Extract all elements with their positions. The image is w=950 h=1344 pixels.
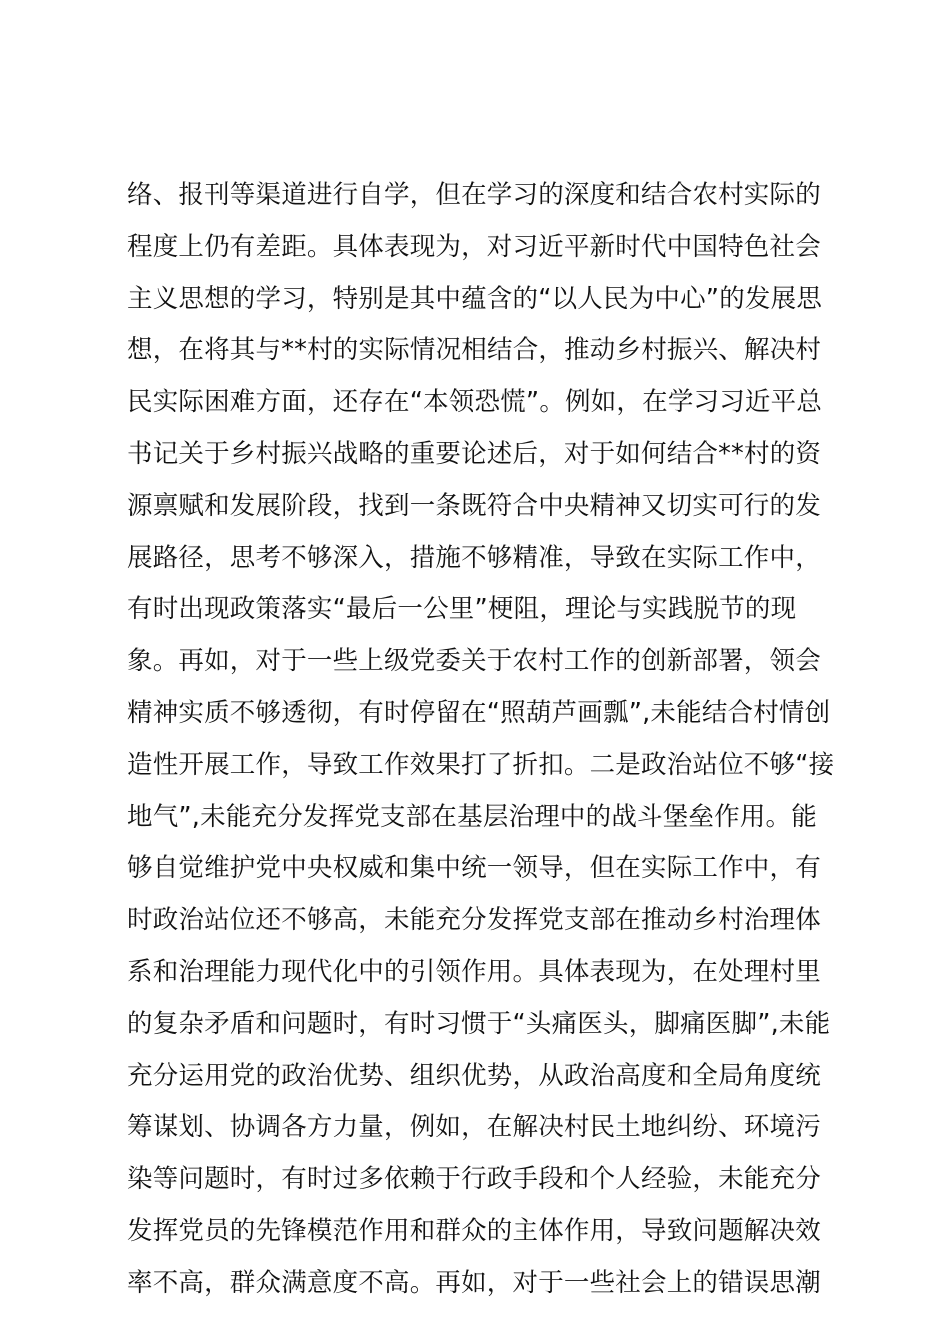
text-line: 精神实质不够透彻，有时停留在“照葫芦画瓢”,未能结合村情创 (127, 697, 831, 728)
text-line: 展路径，思考不够深入，措施不够精准，导致在实际工作中， (127, 542, 821, 573)
text-line: 染等问题时，有时过多依赖于行政手段和个人经验，未能充分 (127, 1164, 821, 1195)
text-line: 率不高，群众满意度不高。再如，对于一些社会上的错误思潮 (127, 1267, 821, 1298)
body-text (127, 170, 835, 1310)
text-line: 民实际困难方面，还存在“本领恐慌”。例如，在学习习近平总 (127, 387, 823, 418)
text-line: 造性开展工作，导致工作效果打了折扣。二是政治站位不够“接 (127, 749, 835, 780)
text-line: 源禀赋和发展阶段，找到一条既符合中央精神又切实可行的发 (127, 490, 821, 521)
text-line: 地气”,未能充分发挥党支部在基层治理中的战斗堡垒作用。能 (127, 801, 817, 832)
text-line: 主义思想的学习，特别是其中蕴含的“以人民为中心”的发展思 (127, 283, 823, 314)
text-line: 系和治理能力现代化中的引领作用。具体表现为，在处理村里 (127, 956, 821, 987)
text-line: 程度上仍有差距。具体表现为，对习近平新时代中国特色社会 (127, 231, 821, 262)
text-line: 书记关于乡村振兴战略的重要论述后，对于如何结合**村的资 (127, 438, 822, 469)
text-line: 想，在将其与**村的实际情况相结合，推动乡村振兴、解决村 (127, 335, 822, 366)
text-line: 象。再如，对于一些上级党委关于农村工作的创新部署，领会 (127, 646, 821, 677)
text-line: 筹谋划、协调各方力量，例如，在解决村民土地纠纷、环境污 (127, 1112, 821, 1143)
text-line: 够自觉维护党中央权威和集中统一领导，但在实际工作中，有 (127, 853, 821, 884)
text-line: 有时出现政策落实“最后一公里”梗阻，理论与实践脱节的现 (127, 594, 797, 625)
text-line: 充分运用党的政治优势、组织优势，从政治高度和全局角度统 (127, 1060, 821, 1091)
text-line: 的复杂矛盾和问题时，有时习惯于“头痛医头，脚痛医脚”,未能 (127, 1008, 831, 1039)
text-line: 络、报刊等渠道进行自学，但在学习的深度和结合农村实际的 (127, 180, 821, 210)
text-line: 发挥党员的先锋模范作用和群众的主体作用，导致问题解决效 (127, 1215, 821, 1246)
text-line: 时政治站位还不够高，未能充分发挥党支部在推动乡村治理体 (127, 905, 821, 936)
